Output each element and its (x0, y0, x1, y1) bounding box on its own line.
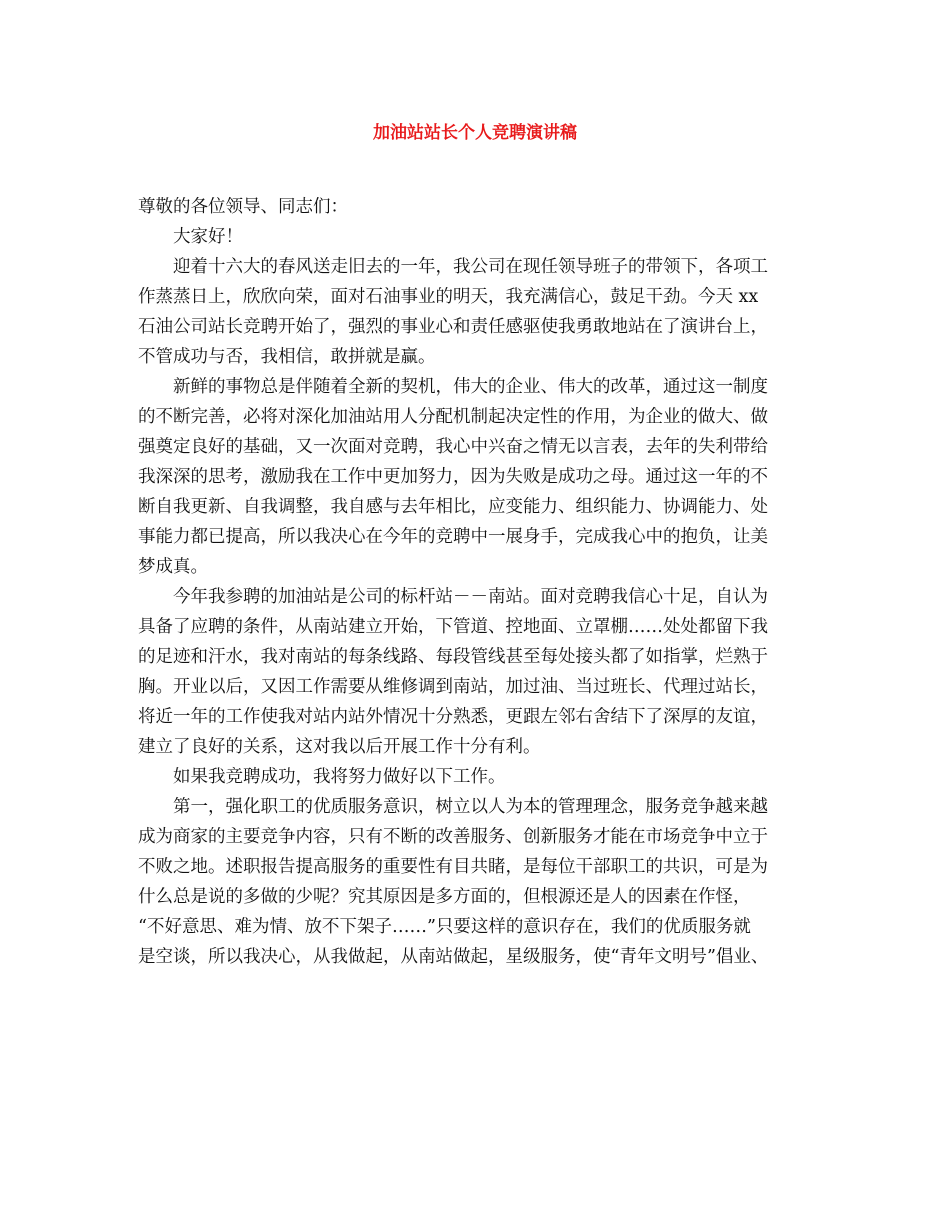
paragraph-3-line-3: 的足迹和汗水，我对南站的每条线路、每段管线甚至每处接头都了如指掌，烂熟于 (138, 647, 768, 667)
paragraph-2-line-2: 的不断完善，必将对深化加油站用人分配机制起决定性的作用，为企业的做大、做 (138, 407, 768, 427)
paragraph-5-line-3: 不败之地。述职报告提高服务的重要性有目共睹，是每位干部职工的共识，可是为 (138, 857, 768, 877)
paragraph-1-line-2: 作蒸蒸日上，欣欣向荣，面对石油事业的明天，我充满信心，鼓足干劲。今天 xx (138, 287, 759, 307)
paragraph-5-line-5: “不好意思、难为情、放不下架子……”只要这样的意识存在，我们的优质服务就 (138, 917, 751, 937)
paragraph-5-line-6: 是空谈，所以我决心，从我做起，从南站做起，星级服务，使“青年文明号”倡业、 (138, 947, 769, 967)
paragraph-5-line-4: 什么总是说的多做的少呢？究其原因是多方面的，但根源还是人的因素在作怪， (138, 887, 751, 907)
paragraph-2-line-1: 新鲜的事物总是伴随着全新的契机，伟大的企业、伟大的改革，通过这一制度 (173, 377, 768, 397)
paragraph-3-line-1: 今年我参聘的加油站是公司的标杆站－－南站。面对竞聘我信心十足，自认为 (173, 587, 768, 607)
paragraph-3-line-4: 胸。开业以后，又因工作需要从维修调到南站，加过油、当过班长、代理过站长， (138, 677, 768, 697)
paragraph-3-line-6: 建立了良好的关系，这对我以后开展工作十分有利。 (138, 737, 541, 757)
document-title: 加油站站长个人竞聘演讲稿 (373, 123, 577, 143)
paragraph-4-line-1: 如果我竞聘成功，我将努力做好以下工作。 (173, 767, 506, 787)
paragraph-1-line-4: 不管成功与否，我相信，敢拼就是赢。 (138, 347, 436, 367)
salutation-line: 尊敬的各位领导、同志们： (138, 197, 348, 217)
paragraph-2-line-5: 断自我更新、自我调整，我自感与去年相比，应变能力、组织能力、协调能力、处 (138, 497, 768, 517)
document-body (138, 192, 818, 972)
paragraph-2-line-7: 梦成真。 (138, 557, 208, 577)
paragraph-2-line-6: 事能力都已提高，所以我决心在今年的竞聘中一展身手，完成我心中的抱负，让美 (138, 527, 768, 547)
greeting-line: 大家好！ (173, 227, 243, 247)
paragraph-5-line-2: 成为商家的主要竞争内容，只有不断的改善服务、创新服务才能在市场竞争中立于 (138, 827, 768, 847)
paragraph-3-line-5: 将近一年的工作使我对站内站外情况十分熟悉，更跟左邻右舍结下了深厚的友谊， (138, 707, 768, 727)
paragraph-1-line-3: 石油公司站长竞聘开始了，强烈的事业心和责任感驱使我勇敢地站在了演讲台上， (138, 317, 768, 337)
paragraph-3-line-2: 具备了应聘的条件，从南站建立开始，下管道、控地面、立罩棚……处处都留下我 (138, 617, 768, 637)
paragraph-2-line-3: 强奠定良好的基础，又一次面对竞聘，我心中兴奋之情无以言表，去年的失利带给 (138, 437, 768, 457)
paragraph-1-line-1: 迎着十六大的春风送走旧去的一年，我公司在现任领导班子的带领下，各项工 (173, 257, 768, 277)
paragraph-5-line-1: 第一，强化职工的优质服务意识，树立以人为本的管理理念，服务竞争越来越 (173, 797, 768, 817)
paragraph-2-line-4: 我深深的思考，激励我在工作中更加努力，因为失败是成功之母。通过这一年的不 (138, 467, 768, 487)
